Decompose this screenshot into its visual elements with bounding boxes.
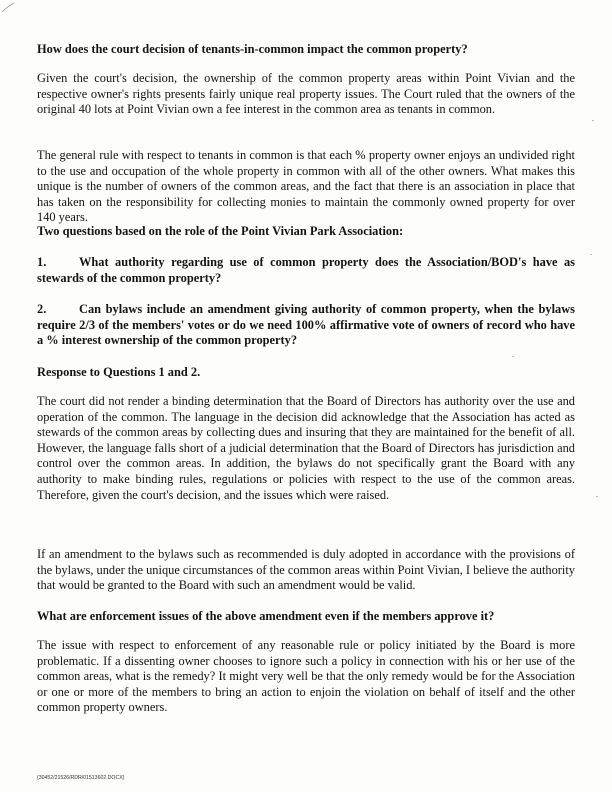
- question-1-text: What authority regarding use of common property does the Association/BOD's have as stewards of the common property?: [37, 255, 575, 285]
- question-2-number: 2.: [37, 302, 47, 316]
- question-2: [37, 302, 575, 349]
- paragraph-amendment-validity: If an amendment to the bylaws such as recommended is duly adopted in accordance with the provisions of the bylaws, under the unique circumstances of the common areas within Point Vivian, I believe the authority that would be granted to the Board with such an amendment would be valid.: [37, 547, 575, 593]
- heading-two-questions: Two questions based on the role of the Point Vivian Park Association:: [37, 224, 404, 238]
- paragraph-ownership-rights: Given the court's decision, the ownership of the common property areas within Point Vivian and the respective owner's rights presents fairly unique real property issues. The Court ruled that the owners of the original 40 lots at Point Vivian own a fee interest in the common area as tenants in common.: [37, 71, 575, 117]
- question-2-text: Can bylaws include an amendment giving authority of common property, when the bylaws require 2/3 of the members' votes or do we need 100% affirmative vote of owners of record who have a % interest ownership of the common property?: [37, 302, 575, 348]
- scan-speck: [512, 356, 514, 357]
- scan-speck: [592, 120, 594, 121]
- heading-response: Response to Questions 1 and 2.: [37, 365, 201, 379]
- paragraph-tenants-in-common-rule: The general rule with respect to tenants in common is that each % property owner enjoys an undivided right to the use and occupation of the whole property in common with all of the other owners. What makes this unique is the number of owners of the common areas, and the fact that there is an association in place that has taken on the responsibility for collecting monies to maintain the commonly owned property for over 140 years.: [37, 148, 575, 225]
- scan-speck: [590, 254, 592, 255]
- question-1: [37, 255, 575, 286]
- paragraph-court-determination: The court did not render a binding determination that the Board of Directors has authority over the use and operation of the common. The language in the decision did acknowledge that the Association has acted as stewards of the common areas by collecting dues and insuring that they are maintained for the benefit of all. However, the language falls short of a judicial determination that the Board of Directors has jurisdiction and control over the common areas. In addition, the bylaws do not specifically grant the Board with any authority to make binding rules, regulations or policies with respect to the use of the common areas. Therefore, given the court's decision, and the issues which were raised.: [37, 394, 575, 502]
- document-footer-id: {30452/21526/RDR/01513602.DOCX}: [37, 775, 125, 781]
- heading-enforcement-issues: What are enforcement issues of the above amendment even if the members approve it?: [37, 609, 495, 623]
- question-1-number: 1.: [37, 255, 47, 269]
- scan-corner-mark: [0, 0, 24, 14]
- heading-court-decision-impact: How does the court decision of tenants-in-common impact the common property?: [37, 42, 468, 56]
- scan-speck: [596, 496, 598, 497]
- paragraph-enforcement: The issue with respect to enforcement of any reasonable rule or policy initiated by the Board is more problematic. If a dissenting owner chooses to ignore such a policy in connection with his or her use of the common areas, what is the remedy? It might very well be that the only remedy would be for the Association or one or more of the members to bring an action to enjoin the violation on behalf of itself and the other common property owners.: [37, 638, 575, 715]
